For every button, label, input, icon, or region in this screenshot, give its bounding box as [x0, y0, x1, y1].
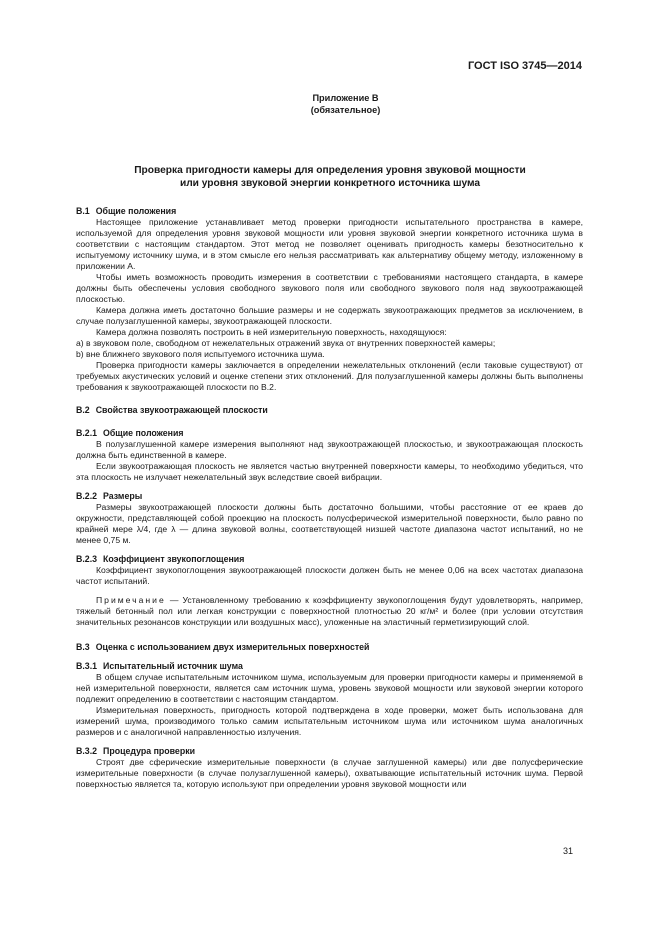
paragraph: Проверка пригодности камеры заключается в определении нежелательных отклонений (если таковые существуют) от требуемых акустических условий и оценке степени этих отклонений. Для полузаглушенной камеры должны быть выполнены требования к звукоотражающей плоскости по В.2. [76, 360, 583, 392]
note-label: Примечание [96, 595, 166, 605]
paragraph: Коэффициент звукопоглощения звукоотражающей плоскости должен быть не менее 0,06 на всех частотах диапазона частот испытаний. [76, 565, 583, 586]
page-number: 31 [563, 846, 574, 856]
section-heading-b1 [76, 206, 583, 217]
annex-title: Приложение В [312, 93, 379, 103]
section-title: Общие положения [103, 428, 184, 438]
section-heading-b23 [76, 554, 583, 565]
section-number: В.2.1 [76, 428, 98, 438]
paragraph: Размеры звукоотражающей плоскости должны быть достаточно большими, чтобы расстояние от ее краев до окружности, представляющей собой проекцию на плоскость полусферической измерительной поверхности, было равно по крайней мере λ/4, где λ — длина звуковой волны, соответствующей низшей частоте диапазона частот испытаний, но не менее 0,75 м. [76, 502, 583, 545]
paragraph: Измерительная поверхность, пригодность которой подтверждена в ходе проверки, может быть использована для измерений шума, производимого только самим испытательным источником шума или источником шума аналогичных размеров и с аналогичной направленностью излучения. [76, 705, 583, 737]
list-item: b) вне ближнего звукового поля испытуемого источника шума. [76, 349, 325, 359]
annex-type: (обязательное) [310, 105, 381, 115]
section-number: В.1 [76, 206, 90, 216]
annex-main-title-line: или уровня звуковой энергии конкретного источника шума [179, 178, 481, 189]
annex-main-title [95, 164, 565, 190]
section-title: Процедура проверки [103, 746, 196, 756]
section-number: В.3 [76, 642, 90, 652]
document-body [76, 206, 583, 790]
section-heading-b3 [76, 642, 583, 653]
note-text: — Установленному требованию к коэффициенту звукопоглощения будут удовлетворять, например, тяжелый бетонный пол или легкая конструкции с поверхностной плотностью 20 кг/м² и более (при условии отсутствия значительных резонансов конструкции или воздушных масс), уложенные на эластичный герметизирующий слой. [76, 595, 583, 627]
section-title: Коэффициент звукопоглощения [103, 554, 245, 564]
section-heading-b2 [76, 405, 583, 416]
paragraph: Настоящее приложение устанавливает метод проверки пригодности испытательного пространства в камере, используемой для определения уровня звуковой мощности или уровня звуковой энергии конкретного источника шума в соответствии с настоящим стандартом. Этот метод не позволяет оценивать пригодность камеры безотносительно к испытуемому источнику шума, и в этом смысле его нельзя рассматривать как альтернативу общему методу, изложенному в приложении А. [76, 217, 583, 271]
note [76, 595, 583, 628]
paragraph: В полузаглушенной камере измерения выполняют над звукоотражающей плоскостью, и звукоотражающая плоскость должна быть единственной в камере. [76, 439, 583, 460]
annex-main-title-line: Проверка пригодности камеры для определения уровня звуковой мощности [134, 165, 526, 176]
list-item: а) в звуковом поле, свободном от нежелательных отражений звука от внутренних поверхностей камеры; [76, 338, 496, 348]
paragraph: Строят две сферические измерительные поверхности (в случае заглушенной камеры) или две полусферические измерительные поверхности (в случае полузаглушенной камеры), охватывающие испытательный источник шума. Первой поверхностью является та, которую используют при определении уровня звуковой мощности или [76, 757, 583, 789]
standard-header: ГОСТ ISO 3745—2014 [467, 60, 582, 72]
paragraph: Чтобы иметь возможность проводить измерения в соответствии с требованиями настоящего стандарта, в камере должны быть обеспечены условия свободного звукового поля или свободного звукового поля над звукоотражающей плоскостью. [76, 272, 583, 304]
section-title: Свойства звукоотражающей плоскости [95, 405, 268, 415]
section-title: Общие положения [95, 206, 177, 216]
section-number: В.3.1 [76, 661, 98, 671]
section-heading-b32 [76, 746, 583, 757]
section-heading-b22 [76, 491, 583, 502]
section-number: В.2.2 [76, 491, 98, 501]
section-title: Размеры [103, 491, 143, 501]
paragraph: Камера должна позволять построить в ней измерительную поверхность, находящуюся: [96, 327, 447, 337]
section-title: Испытательный источник шума [103, 661, 243, 671]
section-heading-b21 [76, 428, 583, 439]
paragraph: В общем случае испытательным источником шума, используемым для проверки пригодности камеры и применяемой в ней измерительной поверхности, является сам источник шума, уровень звуковой мощности или звуковой энергии которого подлежит определению в соответствии с настоящим стандартом. [76, 672, 583, 704]
section-heading-b31 [76, 661, 583, 672]
section-number: В.2 [76, 405, 90, 415]
paragraph: Если звукоотражающая плоскость не является частью внутренней поверхности камеры, то необходимо убедиться, что эта плоскость не излучает нежелательный звук вследствие своей вибрации. [76, 461, 583, 482]
section-number: В.3.2 [76, 746, 98, 756]
section-number: В.2.3 [76, 554, 98, 564]
paragraph: Камера должна иметь достаточно большие размеры и не содержать звукоотражающих предметов за исключением, в случае полузаглушенной камеры, звукоотражающей плоскости. [76, 305, 583, 326]
section-title: Оценка с использованием двух измерительных поверхностей [95, 642, 370, 652]
